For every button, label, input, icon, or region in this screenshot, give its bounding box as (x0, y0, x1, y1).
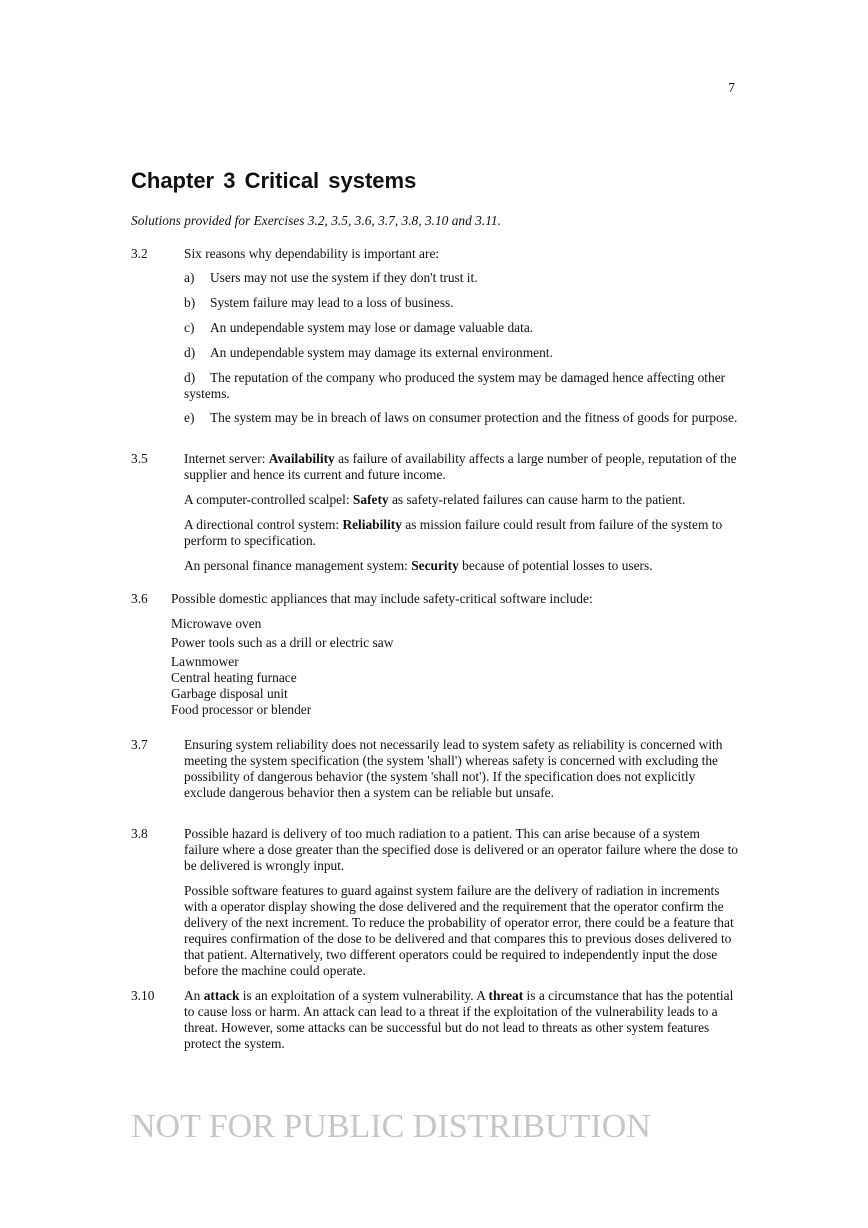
exercise-number-3-5: 3.5 (131, 451, 148, 466)
list-item-text: The system may be in breach of laws on consumer protection and the fitness of goods for purpose. (210, 410, 738, 425)
list-item-label: b) (184, 295, 196, 310)
list-item-text: An undependable system may lose or damage valuable data. (210, 320, 534, 335)
list-item: Garbage disposal unit (171, 686, 288, 701)
list-item: Lawnmower (171, 654, 239, 669)
chapter-subtitle: Solutions provided for Exercises 3.2, 3.5, 3.6, 3.7, 3.8, 3.10 and 3.11. (131, 213, 501, 228)
exercise-3-10-paragraph (184, 988, 738, 1052)
text: is an exploitation of a system vulnerability. A (239, 988, 489, 1003)
list-item (184, 295, 738, 311)
bold-term: Reliability (342, 517, 402, 532)
exercise-number-3-6: 3.6 (131, 591, 148, 606)
bold-term: Safety (352, 492, 389, 507)
text: An personal finance management system: (184, 558, 412, 573)
exercise-number-3-7: 3.7 (131, 737, 148, 752)
exercise-3-5-paragraph (184, 451, 738, 483)
chapter-title: Chapter 3 Critical systems (131, 168, 417, 193)
list-item (184, 320, 738, 336)
list-item (184, 345, 738, 361)
list-item (184, 410, 738, 426)
text: as failure of availability affects a large number of people, reputation of the supplier and hence its current and future income. (184, 451, 737, 482)
exercise-3-5-paragraph (184, 558, 738, 574)
list-item-label: c) (184, 320, 195, 335)
list-item: Power tools such as a drill or electric saw (171, 635, 394, 650)
list-item (184, 370, 738, 402)
list-item-text: The reputation of the company who produced the system may be damaged hence affecting other systems. (184, 370, 726, 401)
text: is a circumstance that has the potential to cause loss or harm. An attack can lead to a threat if the exploitation of the vulnerability leads to a threat. However, some attacks can be successful but do not lead to threats as other system features protect the system. (184, 988, 734, 1051)
bold-term: attack (203, 988, 240, 1003)
page-number: 7 (728, 80, 735, 95)
exercise-3-8-paragraph: Possible software features to guard against system failure are the delivery of radiation in increments with a operator display showing the dose delivered and the requirement that the operator confirm the delivery of the next increment. To reduce the probability of operator error, there could be a feature that requires confirmation of the dose to be delivered and that compares this to previous doses delivered to that patient. Alternatively, two different operators could be required to independently input the dose before the machine could operate. (184, 883, 734, 978)
exercise-number-3-2: 3.2 (131, 246, 148, 261)
list-item-label: d) (184, 345, 196, 360)
list-item-text: An undependable system may damage its external environment. (210, 345, 553, 360)
text: as mission failure could result from failure of the system to perform to specification. (184, 517, 723, 548)
text: Internet server: (184, 451, 269, 466)
list-item-text: System failure may lead to a loss of business. (210, 295, 454, 310)
text: An (184, 988, 204, 1003)
exercise-3-5-paragraph (184, 492, 738, 508)
exercise-3-2-intro: Six reasons why dependability is important are: (184, 246, 440, 261)
bold-term: Security (411, 558, 459, 573)
text: A computer-controlled scalpel: (184, 492, 353, 507)
list-item-text: Users may not use the system if they don't trust it. (210, 270, 478, 285)
list-item: Microwave oven (171, 616, 262, 631)
bold-term: Availability (268, 451, 335, 466)
exercise-3-7-paragraph: Ensuring system reliability does not necessarily lead to system safety as reliability is concerned with meeting the system specification (the system 'shall') whereas safety is concerned with excluding the possibility of dangerous behavior (the system 'shall not'). If the specification does not explicitly exclude dangerous behavior then a system can be reliable but unsafe. (184, 737, 723, 800)
watermark: NOT FOR PUBLIC DISTRIBUTION (131, 1108, 651, 1145)
list-item-label: a) (184, 270, 195, 285)
text: as safety-related failures can cause harm to the patient. (388, 492, 686, 507)
list-item: Food processor or blender (171, 702, 312, 717)
bold-term: threat (488, 988, 524, 1003)
list-item-label: e) (184, 410, 195, 425)
exercise-number-3-10: 3.10 (131, 988, 155, 1003)
list-item (184, 270, 738, 286)
exercise-3-5-paragraph (184, 517, 738, 549)
exercise-number-3-8: 3.8 (131, 826, 148, 841)
text: because of potential losses to users. (458, 558, 653, 573)
text: A directional control system: (184, 517, 343, 532)
list-item-label: d) (184, 370, 196, 385)
exercise-3-6-intro: Possible domestic appliances that may include safety-critical software include: (171, 591, 593, 606)
list-item: Central heating furnace (171, 670, 297, 685)
exercise-3-8-paragraph: Possible hazard is delivery of too much radiation to a patient. This can arise because of a system failure where a dose greater than the specified dose is delivered or an operator failure where the dose to be delivered is wrongly input. (184, 826, 738, 873)
